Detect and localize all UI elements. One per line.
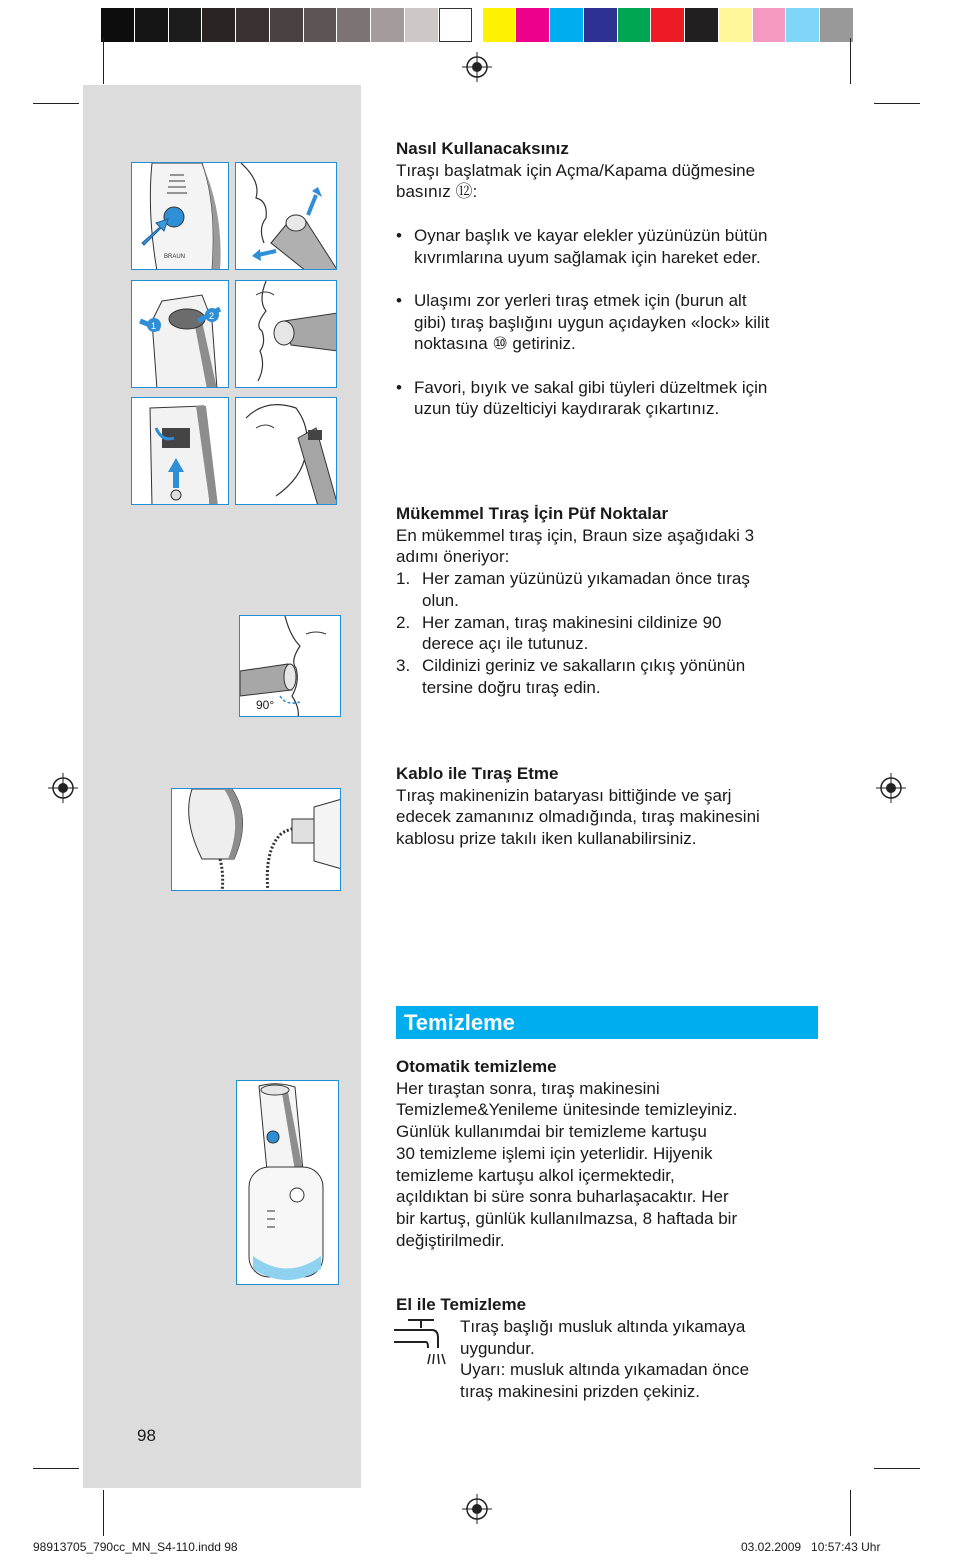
- crop-mark: [103, 1490, 104, 1536]
- registration-mark-icon: [462, 52, 492, 82]
- numbered-item: 1. Her zaman yüzünüzü yıkamadan önce tıraş olun.: [396, 569, 750, 610]
- water-tap-icon: [394, 1318, 448, 1368]
- color-swatch: [584, 8, 618, 42]
- page-number: 98: [137, 1426, 156, 1445]
- color-swatch: [618, 8, 652, 42]
- registration-mark-icon: [462, 1494, 492, 1524]
- how-to-use-section: [396, 138, 826, 420]
- tips-section: [396, 503, 826, 698]
- bullet-item: • Favori, bıyık ve sakal gibi tüyleri düzeltmek için uzun tüy düzelticiyi kaydırarak çıkartınız.: [396, 377, 768, 419]
- figure-chin-shaving: [235, 162, 337, 270]
- figure-trimmer-slide: [131, 397, 229, 505]
- color-swatch: [135, 8, 169, 42]
- registration-mark-icon: [48, 773, 78, 803]
- footer-file-info: 98913705_790cc_MN_S4-110.indd 98: [33, 1540, 238, 1554]
- how-to-use-intro-line: Tıraşı başlatmak için Açma/Kapama düğmesine: [396, 160, 756, 180]
- auto-cleaning-section: Otomatik temizleme Her tıraştan sonra, tıraş makinesini Temizleme&Yenileme ünitesinde temizleyiniz. Günlük kullanımdai bir temizleme kartuşu 30 temizleme işlemi için yeterlidir. Hijyenik temizleme kartuşu alkol içermektedir, açıldıktan bi süre sonra buharlaşacaktır. Her bir kartuş, günlük kullanılmazsa, 8 haftada bir değiştirilmedir.: [396, 1056, 826, 1251]
- color-swatch: [516, 8, 550, 42]
- color-swatch: [337, 8, 371, 42]
- color-swatch: [685, 8, 719, 42]
- figure-sideburn-trimming: [235, 397, 337, 505]
- figure-clean-renew-station: [236, 1080, 339, 1285]
- bullet-item: • Oynar başlık ve kayar elekler yüzünüzün bütün kıvrımlarına uyum sağlamak için hareket eder.: [396, 225, 768, 267]
- cord-heading: Kablo ile Tıraş Etme: [396, 764, 559, 783]
- color-swatch: [651, 8, 685, 42]
- footer-date: 03.02.2009 10:57:43 Uhr: [741, 1540, 881, 1554]
- cleaning-banner: Temizleme: [396, 1006, 818, 1039]
- figure-power-button: [131, 162, 229, 270]
- step-number-1: 1: [151, 321, 157, 331]
- manual-cleaning-heading: El ile Temizleme: [396, 1295, 527, 1314]
- crop-mark: [850, 1490, 851, 1536]
- figure-head-lock: [131, 280, 229, 388]
- figure-90-degree-angle: [239, 615, 341, 717]
- crop-mark: [33, 103, 79, 104]
- svg-text:BRAUN: BRAUN: [164, 254, 186, 260]
- figure-nose-shaving: [235, 280, 337, 388]
- color-swatch: [439, 8, 473, 42]
- color-calibration-bar-gap: [472, 8, 482, 42]
- color-swatch: [202, 8, 236, 42]
- color-swatch: [719, 8, 753, 42]
- color-swatch: [753, 8, 787, 42]
- color-swatch: [236, 8, 270, 42]
- how-to-use-intro-line: basınız ⑫:: [396, 182, 478, 202]
- tips-intro-line: En mükemmel tıraş için, Braun size aşağıdaki 3: [396, 525, 755, 545]
- numbered-item: 2. Her zaman, tıraş makinesini cildinize 90 derece açı ile tutunuz.: [396, 612, 722, 654]
- crop-mark: [33, 1468, 79, 1469]
- manual-cleaning-text: Tıraş başlığı musluk altında yıkamaya uygundur. Uyarı: musluk altında yıkamadan önce tıraş makinesini prizden çekiniz.: [460, 1317, 750, 1402]
- manual-cleaning-heading-block: [396, 1294, 826, 1316]
- color-swatch: [786, 8, 820, 42]
- tips-heading: Mükemmel Tıraş İçin Püf Noktalar: [396, 504, 669, 523]
- color-swatch: [304, 8, 338, 42]
- step-number-2: 2: [209, 311, 215, 321]
- color-swatch: [169, 8, 203, 42]
- color-swatch: [371, 8, 405, 42]
- bullet-item: • Ulaşımı zor yerleri tıraş etmek için (burun alt gibi) tıraş başlığını uygun açıdayken «lock» kilit noktasına ⑩ getiriniz.: [396, 290, 770, 354]
- auto-cleaning-heading: Otomatik temizleme: [396, 1057, 557, 1076]
- crop-mark: [850, 38, 851, 84]
- how-to-use-heading: Nasıl Kullanacaksınız: [396, 139, 569, 158]
- angle-label: 90°: [256, 698, 275, 712]
- color-swatch: [550, 8, 584, 42]
- figure-cord-shaving: [171, 788, 341, 891]
- color-swatch: [405, 8, 439, 42]
- color-swatch: [270, 8, 304, 42]
- crop-mark: [103, 38, 104, 84]
- cord-section: Kablo ile Tıraş Etme Tıraş makinenizin bataryası bittiğinde ve şarj edecek zamanınız olmadığında, tıraş makinesini kablosu prize takılı iken kullanabilirsiniz.: [396, 763, 826, 850]
- crop-mark: [874, 1468, 920, 1469]
- crop-mark: [874, 103, 920, 104]
- color-swatch: [483, 8, 517, 42]
- color-swatch: [101, 8, 135, 42]
- tips-intro-line: adımı öneriyor:: [396, 547, 510, 567]
- color-swatch: [820, 8, 854, 42]
- registration-mark-icon: [876, 773, 906, 803]
- numbered-item: 3. Cildinizi geriniz ve sakalların çıkış yönünün tersine doğru tıraş edin.: [396, 655, 746, 697]
